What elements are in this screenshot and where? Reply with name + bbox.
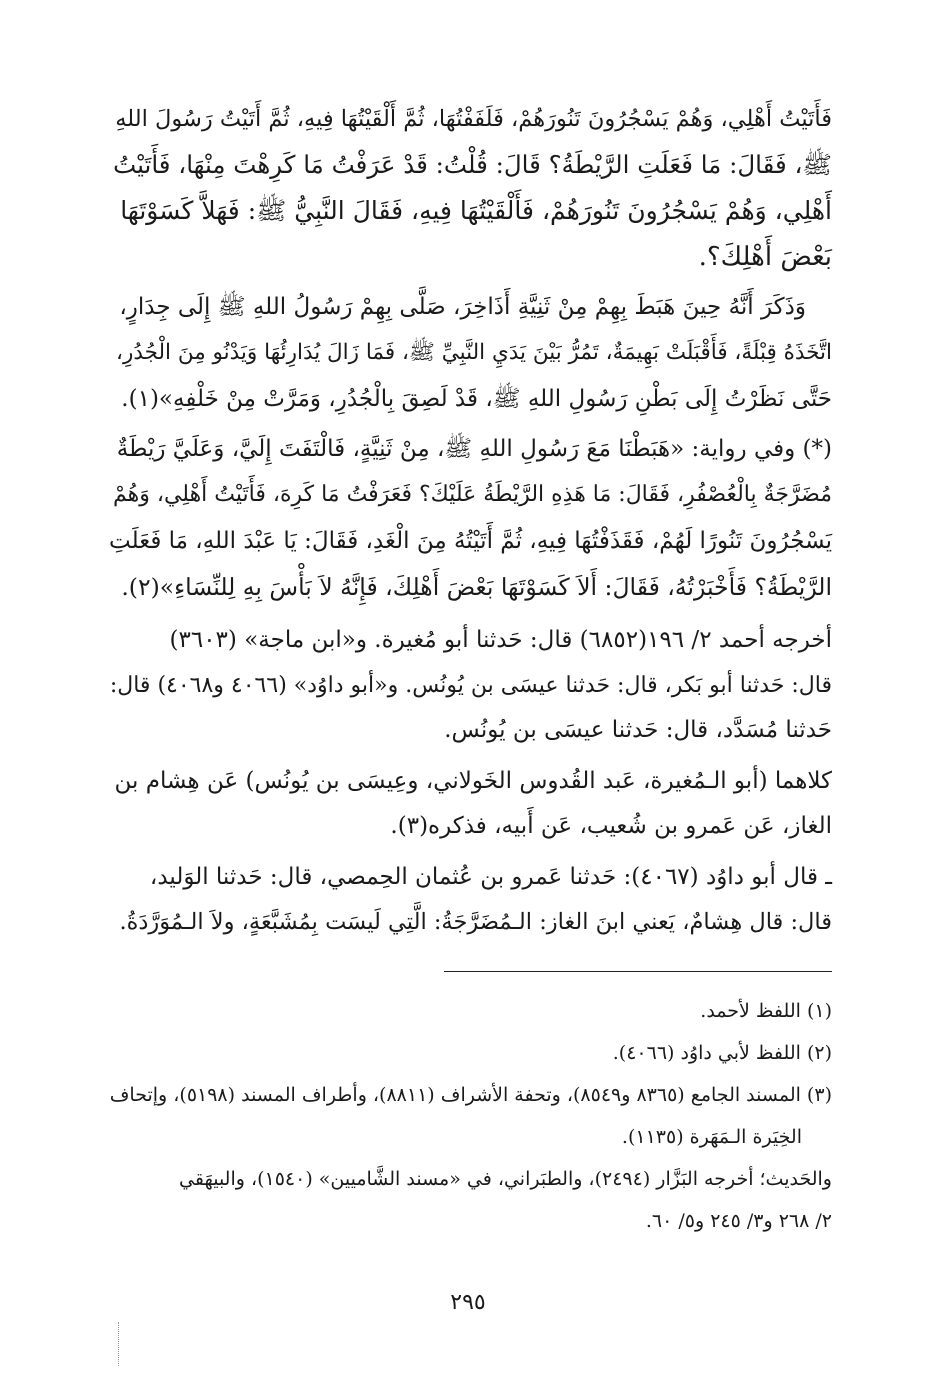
footnote-divider: [444, 971, 832, 972]
text-line: الرَّيْطَةُ؟ فَأَخْبَرْتُهُ، فَقَالَ: أَلاَ كَسَوْتَهَا بَعْضَ أَهْلِكَ، فَإِنَّهُ لاَ بَأْسَ بِهِ لِلنِّسَاءِ»(٢).: [121, 573, 832, 601]
footnote-line: ٢/ ٢٦٨ و٣/ ٢٤٥ و٥/ ٦٠.: [645, 1210, 832, 1232]
footnote-line: (٣) المسند الجامع (٨٣٦٥ و٨٥٤٩)، وتحفة الأشراف (٨٨١١)، وأطراف المسند (٥١٩٨)، وإتحاف: [109, 1084, 832, 1106]
text-line: حَدثنا مُسَدَّد، قال: حَدثنا عيسَى بن يُونُس.: [444, 717, 832, 743]
footnote-line: (٢) اللفظ لأبي داوُد (٤٠٦٦).: [612, 1042, 832, 1064]
footnotes: [108, 990, 832, 1242]
text-line: (*) وفي رواية: «هَبَطْنَا مَعَ رَسُولِ اللهِ ﷺ، مِنْ ثَنِيَّةٍ، فَالْتَفَتَ إِلَيَّ، وَعَلَيَّ رَيْطَةٌ: [116, 436, 832, 462]
hadith-riwaya-paragraph: [108, 426, 832, 610]
text-line: أَهْلِي، وَهُمْ يَسْجُرُونَ تَنُورَهُمْ، فَأَلْقَيْتُهَا فِيهِ، فَقَالَ النَّبِيُّ ﷺ: فَهَلاَّ كَسَوْتَهَا: [120, 196, 832, 225]
page-number: ٢٩٥: [450, 1290, 486, 1315]
takhrij-section: [108, 618, 832, 945]
text-line: حَتَّى نَظَرْتُ إِلَى بَطْنِ رَسُولِ اللهِ ﷺ، قَدْ لَصِقَ بِالْجُدُرِ، وَمَرَّتْ مِنْ خَلْفِهِ»(١).: [121, 386, 832, 412]
text-line: قال: قال هِشامٌ، يَعني ابنَ الغاز: الـمُضَرَّجَةُ: الَّتِي لَيسَت بِمُشَبَّعَةٍ، ولاَ الـمُوَرَّدَةُ.: [119, 909, 832, 935]
text-line: الغاز، عَن عَمرو بن شُعيب، عَن أَبيه، فذكره(٣).: [390, 813, 832, 839]
takhrij-paragraph-3: [108, 855, 832, 945]
footnote-1: [108, 990, 832, 1032]
text-line: فَأَتَيْتُ أَهْلِي، وَهُمْ يَسْجُرُونَ تَنُورَهُمْ، فَلَفَفْتُهَا، ثُمَّ أَلْقَيْتُهَا فِيهِ، ثُمَّ أَتَيْتُ رَسُولَ اللهِ: [115, 106, 832, 132]
text-line: كلاهما (أبو الـمُغيرة، عَبد القُدوس الخَولاني، وعِيسَى بن يُونُس) عَن هِشام بن: [114, 768, 832, 794]
footnote-line: الخِيَرة الـمَهَرة (١١٣٥).: [621, 1126, 802, 1148]
footnote-line: والحَديث؛ أخرجه البَزَّار (٢٤٩٤)، والطبَراني، في «مسند الشَّاميين» (١٥٤٠)، والبيهَقي: [179, 1168, 832, 1190]
text-line: ﷺ، فَقَالَ: مَا فَعَلَتِ الرَّيْطَةُ؟ قَالَ: قُلْتُ: قَدْ عَرَفْتُ مَا كَرِهْتَ مِنْهَا، فَأَتَيْتُ: [113, 150, 832, 179]
text-line: مُضَرَّجَةٌ بِالْعُصْفُرِ، فَقَالَ: مَا هَذِهِ الرَّيْطَةُ عَلَيْكَ؟ فَعَرَفْتُ مَا كَرِهَ، فَأَتَيْتُ أَهْلِي، وَهُمْ: [113, 482, 832, 507]
scan-margin-mark: [118, 1322, 121, 1366]
text-line: اتَّخَذَهُ قِبْلَةً، فَأَقْبَلَتْ بَهِيمَةٌ، تَمُرُّ بَيْنَ يَدَيِ النَّبِيِّ ﷺ، فَمَا زَالَ يُدَارِئُهَا وَيَدْنُو مِنَ الْجُدُرِ،: [116, 340, 832, 365]
takhrij-paragraph-2: [108, 759, 832, 849]
footnote-2: [108, 1032, 832, 1074]
text-line: بَعْضَ أَهْلِكَ؟.: [698, 242, 832, 272]
text-line: ـ قال أبو داوُد (٤٠٦٧): حَدثنا عَمرو بن عُثمان الحِمصي، قال: حَدثنا الوَليد،: [149, 864, 832, 890]
takhrij-paragraph-1: [108, 618, 832, 753]
text-line: أخرجه أحمد ٢/ ١٩٦(٦٨٥٢) قال: حَدثنا أبو مُغيرة. و«ابن ماجة» (٣٦٠٣): [169, 627, 832, 653]
hadith-paragraph-2: [108, 284, 832, 422]
hadith-paragraph-1: [108, 96, 832, 280]
footnote-3: [108, 1074, 832, 1158]
text-line: يَسْجُرُونَ تَنُورًا لَهُمْ، فَقَذَفْتُهَا فِيهِ، ثُمَّ أَتَيْتُهُ مِنَ الْغَدِ، فَقَالَ: يَا عَبْدَ اللهِ، مَا فَعَلَتِ: [109, 528, 832, 554]
text-line: وَذَكَرَ أَنَّهُ حِينَ هَبَطَ بِهِمْ مِنْ ثَنِيَّةِ أَذَاخِرَ، صَلَّى بِهِمْ رَسُولُ اللهِ ﷺ إِلَى جِدَارٍ،: [119, 294, 806, 320]
text-line: قال: حَدثنا أبو بَكر، قال: حَدثنا عيسَى بن يُونُس. و«أبو داوُد» (٤٠٦٦ و٤٠٦٨) قال:: [109, 673, 832, 698]
footnote-line: (١) اللفظ لأحمد.: [700, 1000, 832, 1022]
footnote-3-continuation: [108, 1158, 832, 1242]
